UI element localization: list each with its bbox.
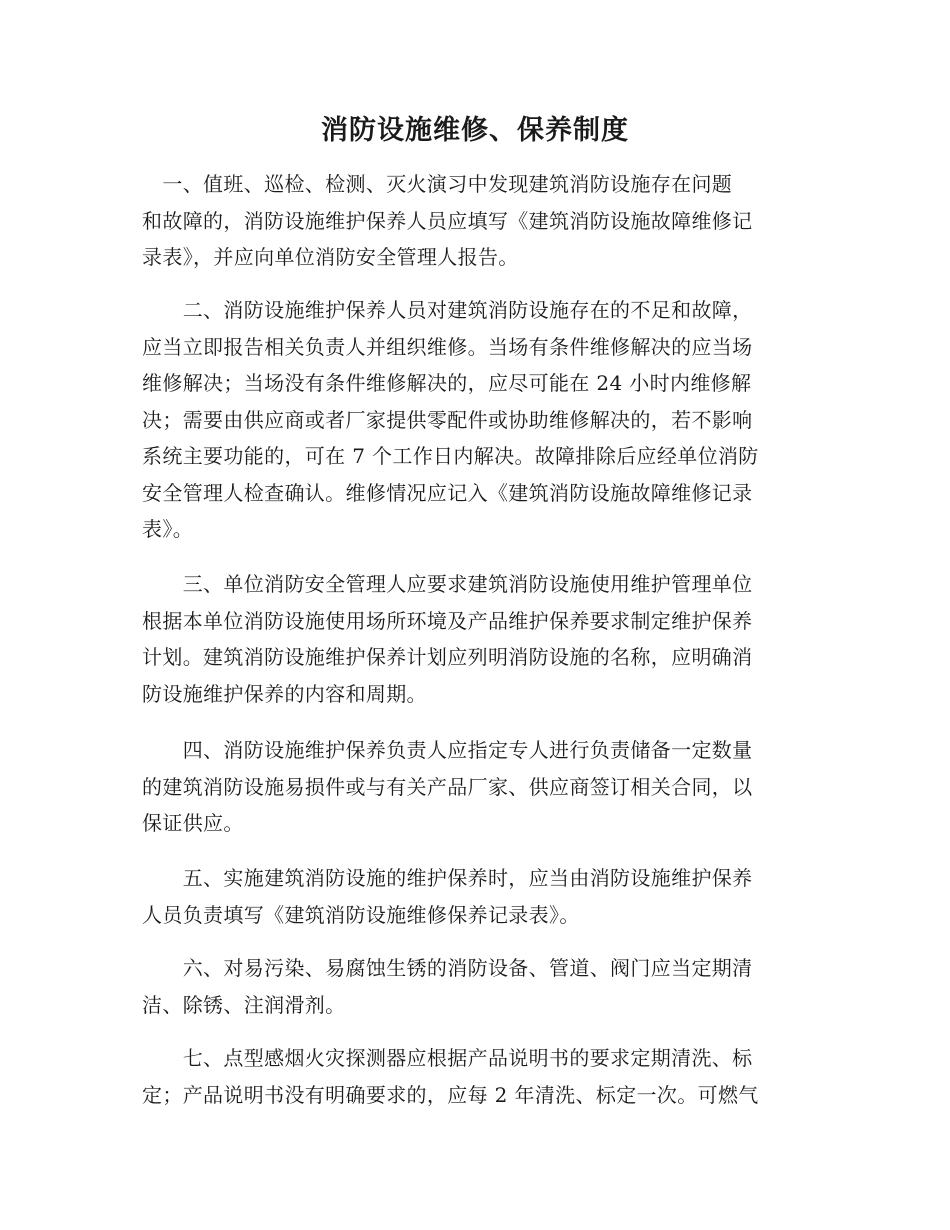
paragraph-line: 保证供应。	[142, 811, 244, 835]
paragraph-line: 的建筑消防设施易损件或与有关产品厂家、供应商签订相关合同，以	[142, 774, 753, 799]
paragraph-5	[142, 860, 806, 933]
paragraph-line: 决；需要由供应商或者厂家提供零配件或协助维修解决的，若不影响	[142, 407, 753, 432]
document-title: 消防设施维修、保养制度	[321, 115, 629, 146]
paragraph-line: 一、值班、巡检、检测、灭火演习中发现建筑消防设施存在问题	[142, 172, 733, 196]
paragraph-line: 四、消防设施维护保养负责人应指定专人进行负责储备一定数量	[142, 738, 753, 762]
paragraph-line: 七、点型感烟火灾探测器应根据产品说明书的要求定期清洗、标	[142, 1046, 753, 1070]
paragraph-line: 安全管理人检查确认。维修情况应记入《建筑消防设施故障维修记录	[142, 480, 753, 505]
paragraph-line: 系统主要功能的，可在 7 个工作日内解决。故障排除后应经单位消防	[142, 444, 759, 468]
paragraph-2	[142, 292, 806, 548]
paragraph-line: 六、对易污染、易腐蚀生锈的消防设备、管道、阀门应当定期清	[142, 956, 753, 980]
paragraph-line: 和故障的，消防设施维护保养人员应填写《建筑消防设施故障维修记	[142, 208, 753, 233]
paragraph-line: 洁、除锈、注润滑剂。	[142, 992, 346, 1017]
paragraph-line: 人员负责填写《建筑消防设施维修保养记录表》。	[142, 902, 580, 927]
paragraph-line: 表》。	[142, 517, 194, 541]
paragraph-3	[142, 566, 806, 712]
paragraph-6	[142, 950, 806, 1023]
paragraph-line: 三、单位消防安全管理人应要求建筑消防设施使用维护管理单位	[142, 572, 753, 596]
paragraph-line: 录表》，并应向单位消防安全管理人报告。	[142, 245, 519, 269]
paragraph-7	[142, 1040, 806, 1113]
paragraph-line: 五、实施建筑消防设施的维护保养时，应当由消防设施维护保养	[142, 866, 753, 890]
paragraph-line: 计划。建筑消防设施维护保养计划应列明消防设施的名称，应明确消	[142, 645, 753, 669]
paragraph-line: 防设施维护保养的内容和周期。	[142, 681, 427, 706]
paragraph-line: 维修解决；当场没有条件维修解决的，应尽可能在 24 小时内维修解	[142, 371, 752, 395]
paragraph-line: 应当立即报告相关负责人并组织维修。当场有条件维修解决的应当场	[142, 334, 753, 359]
paragraph-4	[142, 732, 806, 842]
paragraph-line: 二、消防设施维护保养人员对建筑消防设施存在的不足和故障，	[142, 298, 753, 322]
paragraph-1	[142, 166, 806, 276]
paragraph-line: 定；产品说明书没有明确要求的，应每 2 年清洗、标定一次。可燃气	[142, 1082, 759, 1107]
paragraph-line: 根据本单位消防设施使用场所环境及产品维护保养要求制定维护保养	[142, 608, 753, 633]
